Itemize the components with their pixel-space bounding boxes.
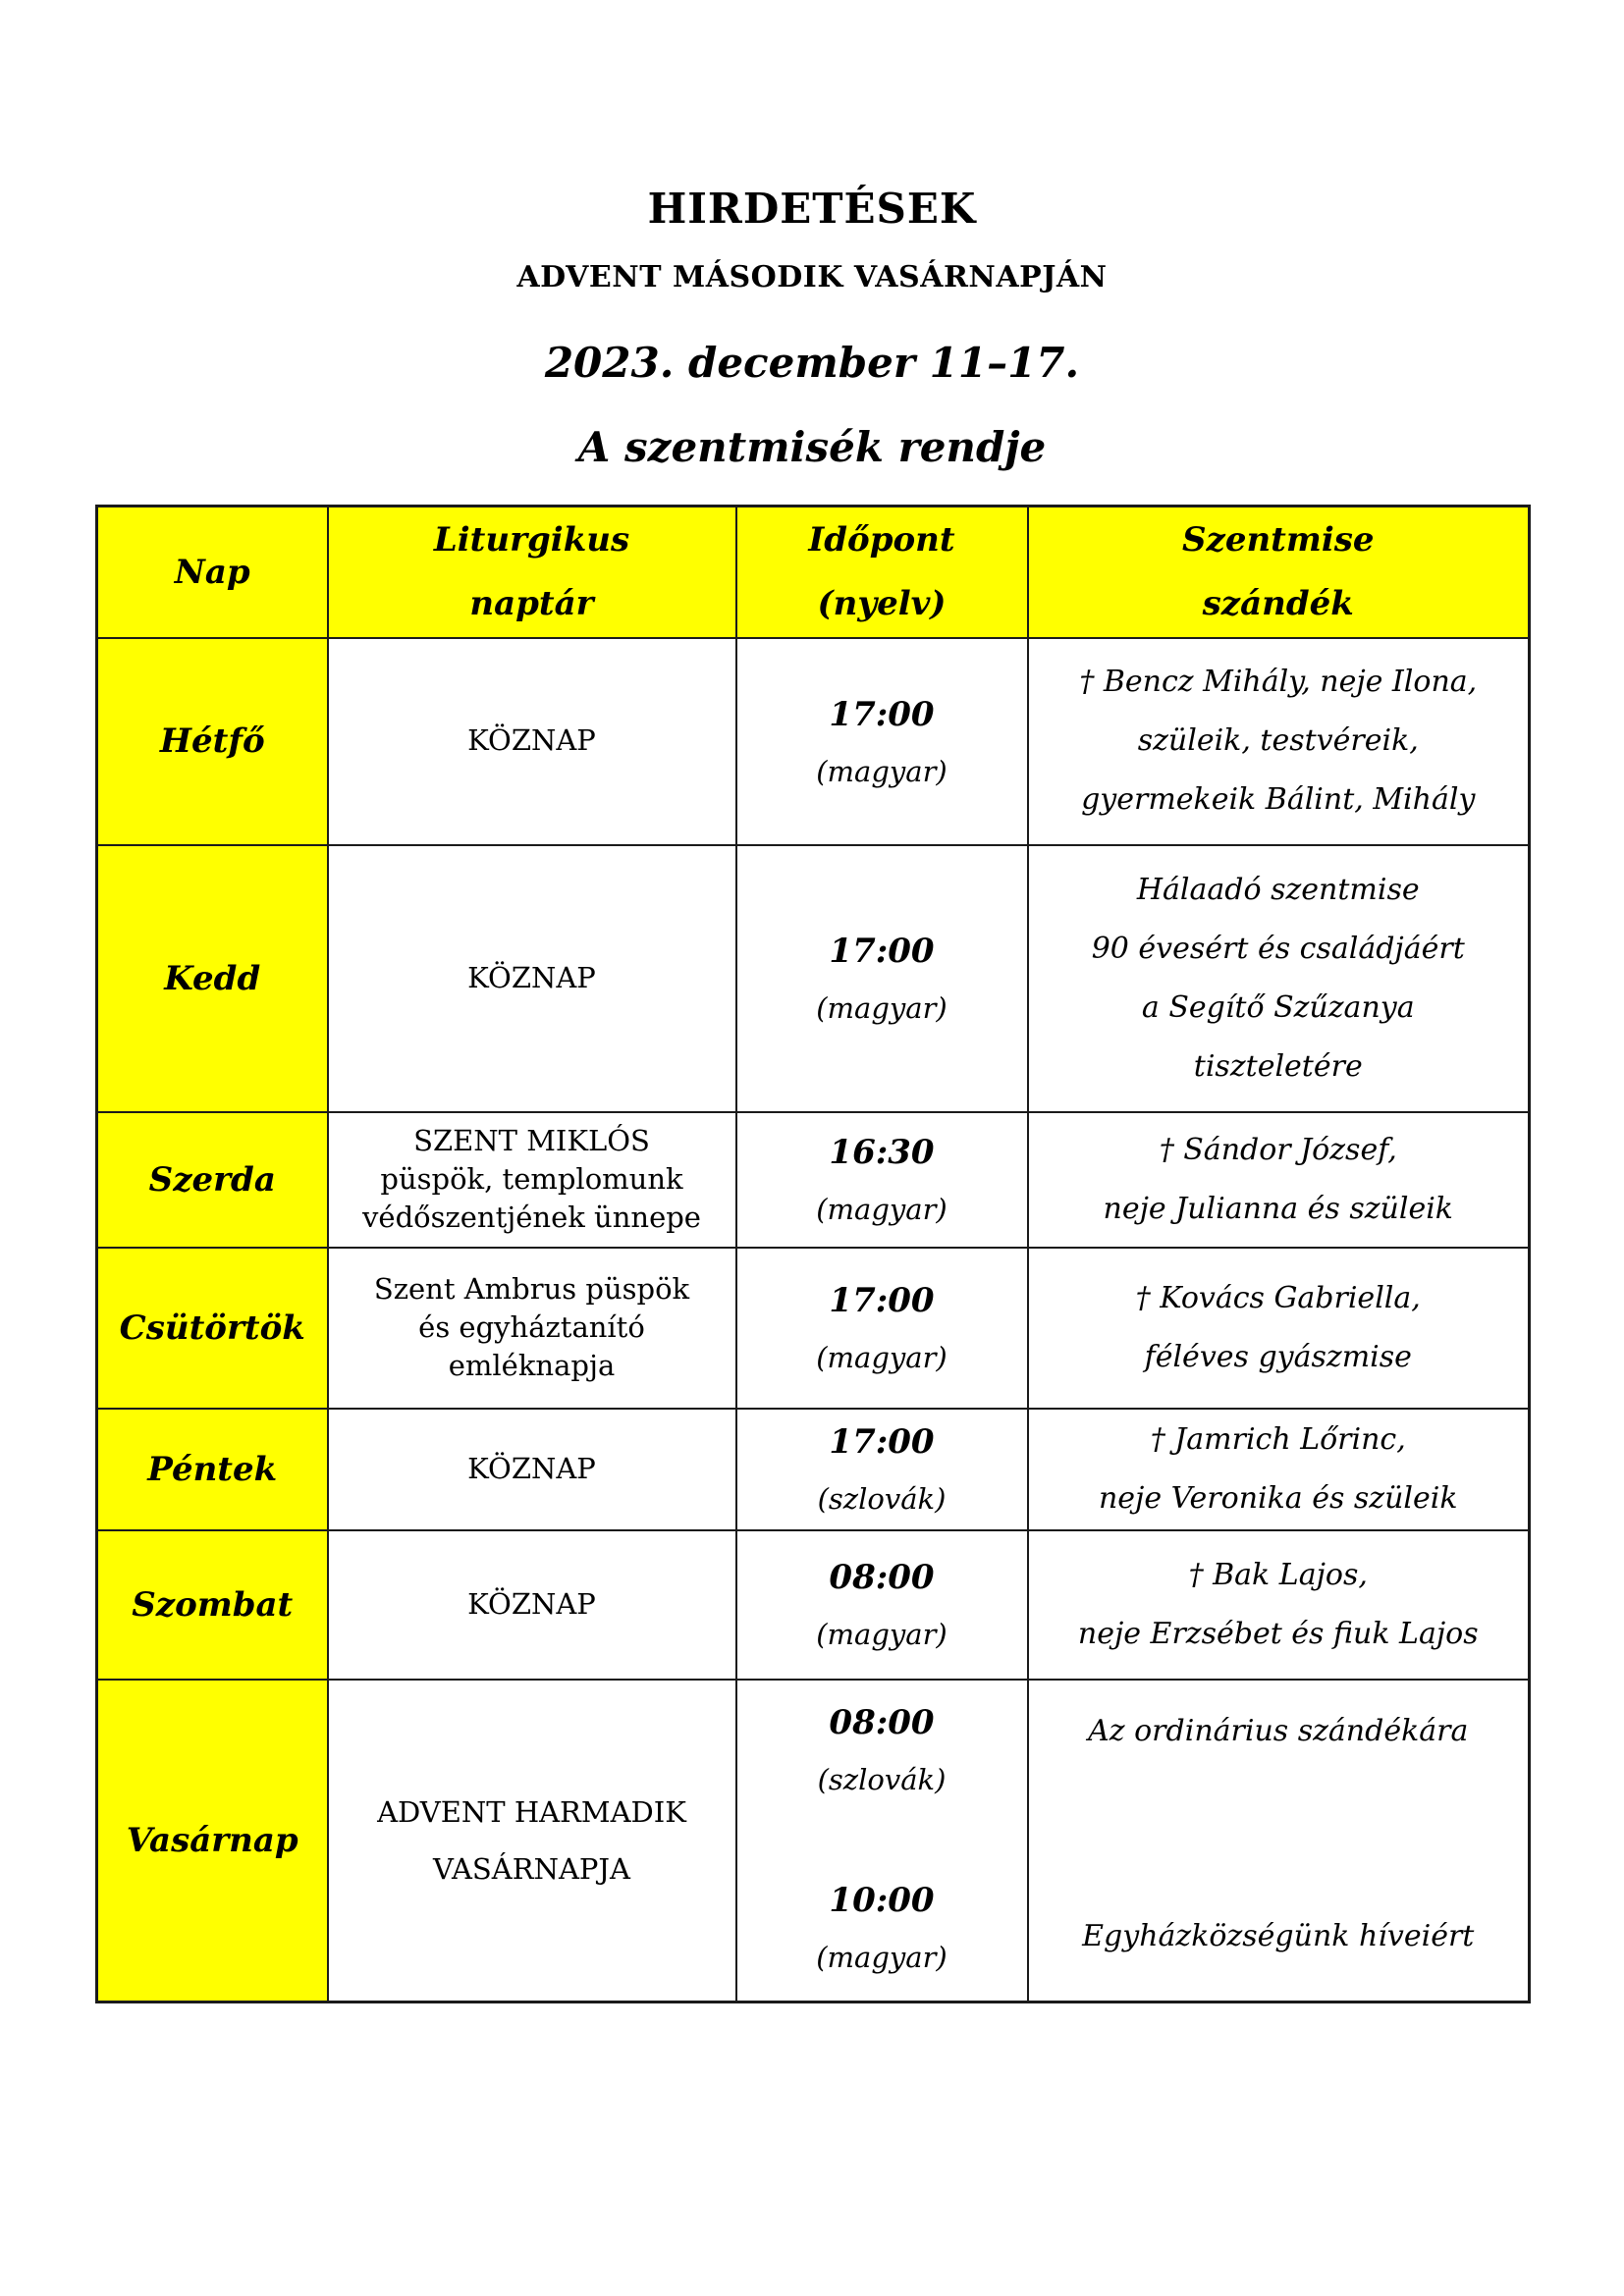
time-cell — [736, 1530, 1028, 1680]
column-header-time — [736, 507, 1028, 638]
intention-block — [1029, 861, 1529, 1096]
day-cell — [97, 638, 328, 845]
intention-block — [1029, 1121, 1529, 1239]
intention-line: Egyházközségünk híveiért — [1082, 1919, 1475, 1954]
intention-block — [1029, 1411, 1529, 1528]
intention-line: † Bencz Mihály, neje Ilona, — [1079, 665, 1478, 700]
intention-block — [1029, 1546, 1529, 1664]
calendar-line: KÖZNAP — [467, 1451, 596, 1485]
calendar-line: KÖZNAP — [467, 1586, 596, 1621]
mass-language: (magyar) — [816, 1618, 947, 1652]
liturgical-calendar-cell — [328, 845, 736, 1112]
mass-block — [737, 1547, 1027, 1662]
day-cell — [97, 1409, 328, 1530]
column-header-time-line1: Időpont — [808, 520, 955, 561]
intention-line: † Sándor József, — [1159, 1132, 1397, 1167]
calendar-line: SZENT MIKLÓS — [413, 1123, 650, 1157]
mass-schedule-table — [95, 505, 1531, 2003]
calendar-line: VASÁRNAPJA — [433, 1851, 630, 1886]
mass-language: (magyar) — [816, 991, 947, 1026]
liturgical-calendar-cell — [328, 638, 736, 845]
page-subtitle: ADVENT MÁSODIK VASÁRNAPJÁN — [516, 260, 1108, 295]
mass-block — [737, 1270, 1027, 1385]
mass-time: 17:00 — [829, 1281, 935, 1321]
liturgical-calendar-cell — [328, 1409, 736, 1530]
column-header-intention-line1: Szentmise — [1181, 520, 1375, 561]
column-header-day — [97, 507, 328, 638]
day-label: Kedd — [164, 958, 261, 998]
mass-language: (magyar) — [816, 1940, 947, 1974]
intention-line: a Segítő Szűzanya — [1141, 989, 1415, 1025]
calendar-line: püspök, templomunk — [380, 1162, 683, 1197]
table-header-row — [97, 507, 1530, 638]
mass-block — [818, 1692, 947, 1807]
time-cell — [736, 1248, 1028, 1409]
mass-block — [737, 684, 1027, 799]
day-cell — [97, 1680, 328, 2002]
time-cell-split — [737, 1681, 1027, 2000]
intention-cell — [1028, 1248, 1530, 1409]
day-cell — [97, 1112, 328, 1248]
day-cell — [97, 1530, 328, 1680]
intention-cell — [1028, 1680, 1530, 2002]
day-label: Szombat — [132, 1584, 294, 1625]
date-range: 2023. december 11–17. — [544, 339, 1080, 388]
table-row — [97, 1248, 1530, 1409]
intention-line: 90 évesért és családjáért — [1091, 931, 1465, 966]
column-header-intention — [1028, 507, 1530, 638]
mass-time: 17:00 — [829, 1422, 935, 1463]
table-row — [97, 1409, 1530, 1530]
day-label: Csütörtök — [119, 1308, 305, 1348]
mass-block — [737, 1412, 1027, 1526]
column-header-calendar-line1: Liturgikus — [433, 520, 630, 561]
intention-block — [1029, 653, 1529, 829]
mass-language: (magyar) — [816, 1341, 947, 1375]
intention-cell — [1028, 638, 1530, 845]
mass-time: 08:00 — [829, 1558, 935, 1598]
column-header-day-label: Nap — [174, 552, 250, 592]
time-cell — [736, 1680, 1028, 2002]
calendar-line: védőszentjének ünnepe — [362, 1201, 701, 1235]
intention-line: féléves gyászmise — [1144, 1339, 1412, 1374]
calendar-line: KÖZNAP — [467, 960, 596, 994]
intention-cell — [1028, 845, 1530, 1112]
table-row — [97, 1112, 1530, 1248]
intention-block — [1088, 1702, 1468, 1761]
intention-line: szüleik, testvéreik, — [1137, 723, 1419, 759]
mass-time: 08:00 — [829, 1703, 935, 1743]
page-title: HIRDETÉSEK — [647, 185, 977, 233]
intention-line: neje Veronika és szüleik — [1098, 1480, 1458, 1516]
mass-time: 16:30 — [829, 1133, 935, 1173]
mass-block — [737, 1122, 1027, 1237]
section-title: A szentmisék rendje — [577, 422, 1047, 471]
mass-language: (magyar) — [816, 754, 947, 788]
table-row — [97, 1680, 1530, 2002]
intention-block — [1082, 1907, 1474, 1966]
table-row — [97, 638, 1530, 845]
intention-line: Hálaadó szentmise — [1136, 872, 1420, 907]
intention-block — [1029, 1269, 1529, 1387]
time-cell — [736, 638, 1028, 845]
mass-time: 17:00 — [829, 694, 935, 734]
mass-language: (magyar) — [816, 1193, 947, 1227]
table-row — [97, 845, 1530, 1112]
intention-line: Az ordinárius szándékára — [1088, 1714, 1469, 1749]
mass-time: 10:00 — [829, 1880, 935, 1920]
intention-cell — [1028, 1530, 1530, 1680]
mass-language: (szlovák) — [817, 1763, 947, 1797]
calendar-line: Szent Ambrus püspök — [373, 1271, 690, 1306]
intention-cell — [1028, 1409, 1530, 1530]
day-cell — [97, 845, 328, 1112]
calendar-line: emléknapja — [448, 1349, 616, 1383]
day-cell — [97, 1248, 328, 1409]
intention-cell-split — [1029, 1681, 1529, 2000]
time-cell — [736, 845, 1028, 1112]
intention-line: tiszteletére — [1193, 1048, 1363, 1084]
intention-line: † Jamrich Lőrinc, — [1150, 1421, 1406, 1457]
calendar-line: KÖZNAP — [467, 723, 596, 758]
column-header-time-line2: (nyelv) — [817, 583, 947, 623]
calendar-line: és egyháztanító — [418, 1310, 645, 1345]
intention-line: neje Erzsébet és fiuk Lajos — [1077, 1616, 1479, 1651]
intention-cell — [1028, 1112, 1530, 1248]
day-label: Vasárnap — [126, 1820, 298, 1860]
table-body — [97, 638, 1530, 2002]
liturgical-calendar-cell — [328, 1112, 736, 1248]
day-label: Szerda — [148, 1159, 276, 1200]
mass-block — [816, 1870, 947, 1985]
mass-language: (szlovák) — [817, 1482, 947, 1517]
mass-time: 17:00 — [829, 932, 935, 972]
liturgical-calendar-cell — [328, 1248, 736, 1409]
column-header-intention-line2: szándék — [1202, 583, 1354, 623]
intention-line: neje Julianna és szüleik — [1103, 1191, 1453, 1226]
intention-line: † Bak Lajos, — [1188, 1557, 1368, 1592]
day-label: Péntek — [147, 1449, 278, 1489]
mass-block — [737, 921, 1027, 1036]
column-header-calendar — [328, 507, 736, 638]
time-cell — [736, 1409, 1028, 1530]
table-row — [97, 1530, 1530, 1680]
calendar-line: ADVENT HARMADIK — [377, 1794, 686, 1829]
liturgical-calendar-cell — [328, 1530, 736, 1680]
liturgical-calendar-cell — [328, 1680, 736, 2002]
day-label: Hétfő — [159, 721, 265, 762]
intention-line: gyermekeik Bálint, Mihály — [1081, 782, 1476, 818]
column-header-calendar-line2: naptár — [469, 583, 594, 623]
time-cell — [736, 1112, 1028, 1248]
intention-line: † Kovács Gabriella, — [1135, 1280, 1421, 1315]
